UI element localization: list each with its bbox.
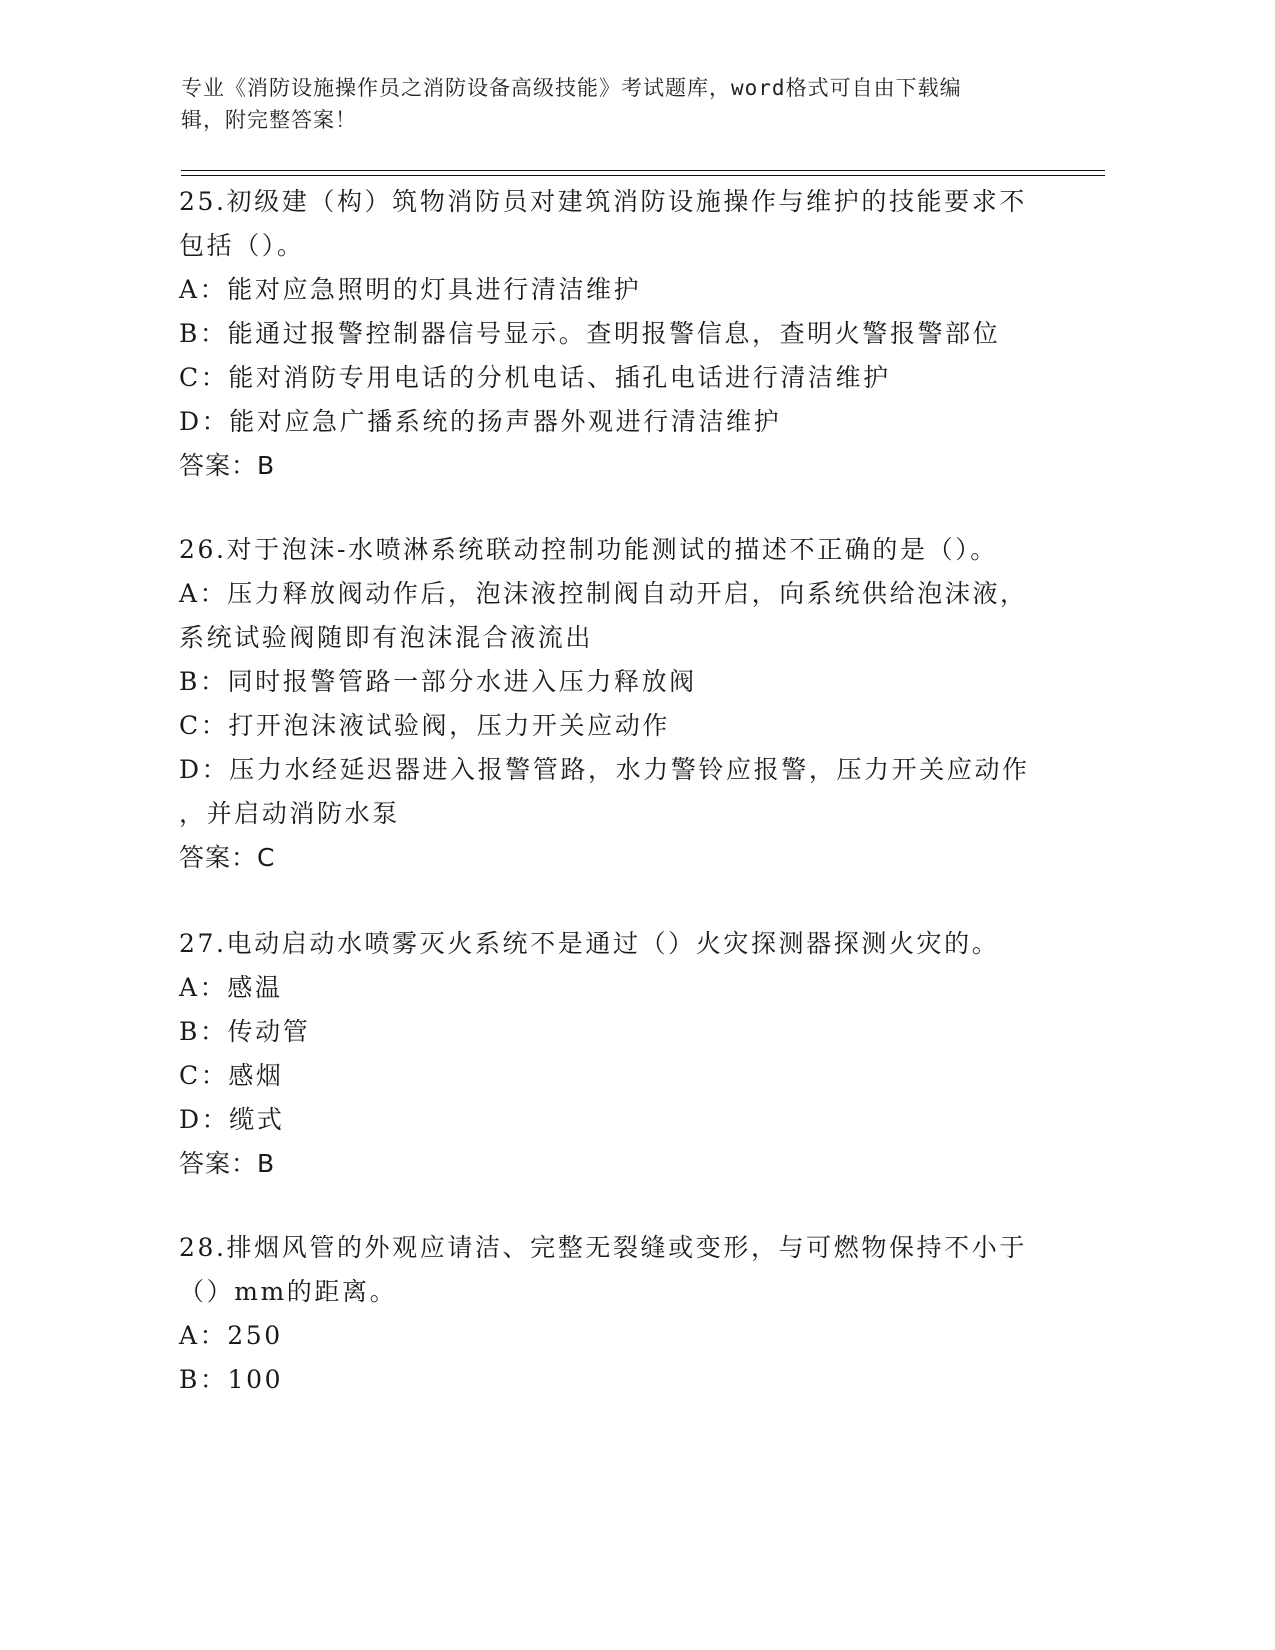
option-c: C：感烟 bbox=[179, 1061, 284, 1090]
document-header bbox=[181, 72, 1061, 136]
answer-line: 答案：B bbox=[179, 451, 276, 480]
question-25 bbox=[179, 180, 1059, 488]
question-stem: 27.电动启动水喷雾灭火系统不是通过（）火灾探测器探测火灾的。 bbox=[179, 929, 1000, 958]
option-d: D：缆式 bbox=[179, 1105, 285, 1134]
question-stem: 26.对于泡沫-水喷淋系统联动控制功能测试的描述不正确的是（）。 bbox=[179, 535, 998, 564]
option-b: B：同时报警管路一部分水进入压力释放阀 bbox=[179, 667, 697, 696]
question-28 bbox=[179, 1226, 1059, 1402]
header-divider-bottom bbox=[181, 175, 1105, 176]
question-stem: 包括（）。 bbox=[179, 231, 305, 260]
option-a: A：能对应急照明的灯具进行清洁维护 bbox=[179, 275, 642, 304]
option-a: A：压力释放阀动作后，泡沫液控制阀自动开启，向系统供给泡沫液， bbox=[179, 579, 1028, 608]
answer-line: 答案：B bbox=[179, 1149, 276, 1178]
header-line-1: 专业《消防设施操作员之消防设备高级技能》考试题库，word格式可自由下载编 bbox=[181, 76, 962, 100]
option-c: C：能对消防专用电话的分机电话、插孔电话进行清洁维护 bbox=[179, 363, 891, 392]
option-d-continued: ，并启动消防水泵 bbox=[179, 799, 400, 828]
question-27 bbox=[179, 922, 1059, 1186]
header-line-2: 辑，附完整答案！ bbox=[181, 108, 357, 132]
option-b: B：传动管 bbox=[179, 1017, 311, 1046]
question-stem: 28.排烟风管的外观应请洁、完整无裂缝或变形，与可燃物保持不小于 bbox=[179, 1233, 1027, 1262]
question-stem: 25.初级建（构）筑物消防员对建筑消防设施操作与维护的技能要求不 bbox=[179, 187, 1027, 216]
answer-line: 答案：C bbox=[179, 843, 276, 872]
option-b: B：100 bbox=[179, 1365, 284, 1394]
option-a: A：感温 bbox=[179, 973, 283, 1002]
option-d: D：压力水经延迟器进入报警管路，水力警铃应报警，压力开关应动作 bbox=[179, 755, 1030, 784]
option-b: B：能通过报警控制器信号显示。查明报警信息，查明火警报警部位 bbox=[179, 319, 1001, 348]
option-d: D：能对应急广播系统的扬声器外观进行清洁维护 bbox=[179, 407, 782, 436]
option-a: A：250 bbox=[179, 1321, 283, 1350]
header-divider-top bbox=[181, 170, 1105, 171]
question-26 bbox=[179, 528, 1059, 880]
question-stem: （）mm的距离。 bbox=[179, 1277, 398, 1306]
option-c: C：打开泡沫液试验阀，压力开关应动作 bbox=[179, 711, 670, 740]
option-a-continued: 系统试验阀随即有泡沫混合液流出 bbox=[179, 623, 594, 652]
